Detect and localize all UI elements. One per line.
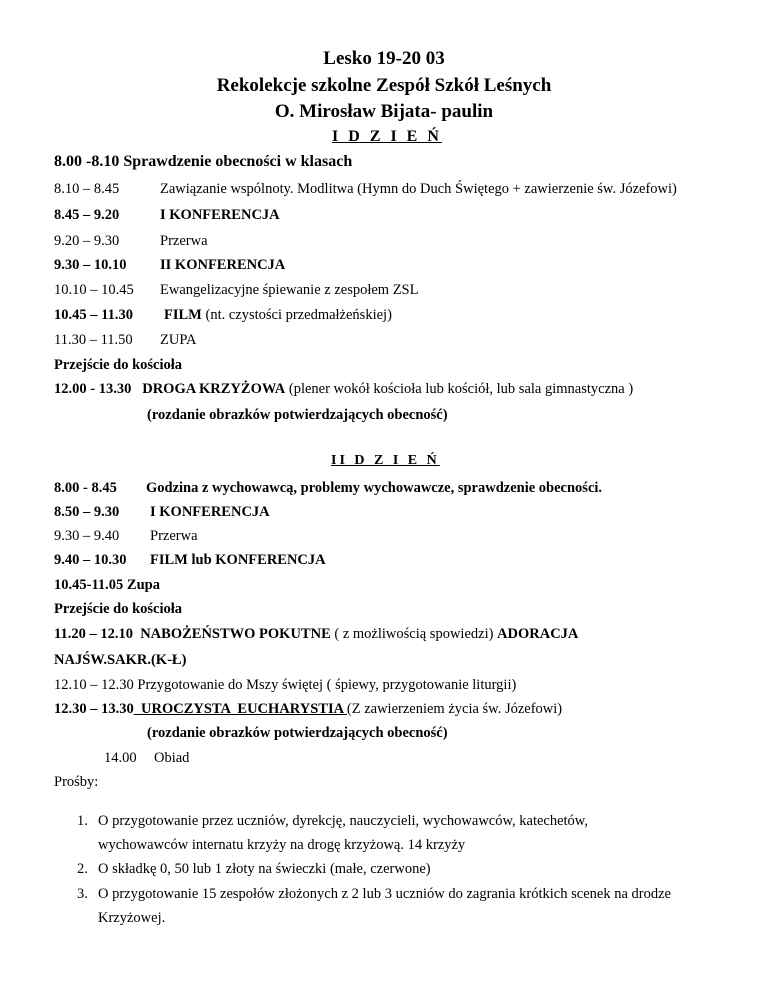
mass-detail: (Z zawierzeniem życia św. Józefowi) [346, 701, 563, 717]
row-desc: Godzina z wychowawcą, problemy wychowawcze, sprawdzenie obecności. [146, 480, 603, 496]
penance-title: NABOŻEŃSTWO POKUTNE [140, 626, 331, 642]
day1-intro: 8.00 -8.10 Sprawdzenie obecności w klasach [54, 153, 353, 170]
row-desc: I KONFERENCJA [150, 504, 270, 520]
row-time: 11.30 – 11.50 [54, 332, 133, 348]
day2-note: (rozdanie obrazków potwierdzających obecność) [147, 725, 448, 741]
row-desc: I KONFERENCJA [160, 207, 280, 223]
day2-penance-cont: NAJŚW.SAKR.(K-Ł) [54, 652, 187, 668]
list-text: O składkę 0, 50 lub 1 złoty na świeczki (małe, czerwone) [98, 861, 431, 877]
mass-title: UROCZYSTA EUCHARYSTIA [133, 701, 347, 717]
lunch-label: Obiad [154, 750, 190, 766]
list-text: O przygotowanie przez uczniów, dyrekcję, nauczycieli, wychowawców, katechetów, [98, 813, 588, 829]
adoration-label: ADORACJA [497, 626, 579, 642]
row-desc [164, 305, 392, 325]
mass-time: 12.30 – 13.30 [54, 701, 134, 717]
row-time: 8.00 - 8.45 [54, 480, 117, 496]
row-desc: II KONFERENCJA [160, 257, 286, 273]
way-location: (plener wokół kościoła lub kościół, lub sala gimnastyczna ) [285, 381, 634, 397]
header-speaker: O. Mirosław Bijata- paulin [274, 101, 494, 122]
way-time: 12.00 - 13.30 [54, 381, 132, 397]
row-desc: Przerwa [160, 233, 208, 249]
row-time: 10.10 – 10.45 [54, 282, 134, 298]
list-number: 2. [77, 861, 88, 877]
row-time: 9.20 – 9.30 [54, 233, 120, 249]
day2-heading: II D Z I E Ń [331, 453, 440, 468]
list-item-cont: wychowawców internatu krzyży na drogę krzyżową. 14 krzyży [98, 837, 466, 853]
day2-penance [54, 624, 748, 644]
row-time: 10.45 – 11.30 [54, 307, 133, 323]
row-desc: FILM lub KONFERENCJA [150, 552, 326, 568]
day2-mass-prep: 12.10 – 12.30 Przygotowanie do Mszy świętej ( śpiewy, przygotowanie liturgii) [54, 677, 517, 693]
penance-time: 11.20 – 12.10 [54, 626, 133, 642]
row-time: 9.30 – 10.10 [54, 257, 127, 273]
film-label: FILM [164, 307, 202, 323]
row-desc: Przerwa [150, 528, 198, 544]
day2-mass [54, 699, 748, 719]
row-time: 8.10 – 8.45 [54, 181, 120, 197]
lunch-time: 14.00 [104, 750, 137, 766]
film-topic: (nt. czystości przedmałżeńskiej) [201, 307, 392, 323]
list-item-cont: Krzyżowej. [98, 910, 166, 926]
day1-heading: I D Z I E Ń [332, 128, 442, 145]
day1-transition: Przejście do kościoła [54, 357, 183, 373]
list-number: 3. [77, 886, 88, 902]
header-date-title: Lesko 19-20 03 [323, 48, 445, 69]
row-desc: ZUPA [160, 332, 197, 348]
row-desc: Ewangelizacyjne śpiewanie z zespołem ZSL [160, 282, 419, 298]
day1-way-of-cross [54, 379, 748, 399]
way-title: DROGA KRZYŻOWA [142, 381, 286, 397]
day1-note: (rozdanie obrazków potwierdzających obecność) [147, 407, 448, 423]
row-desc: Zawiązanie wspólnoty. Modlitwa (Hymn do Duch Świętego + zawierzenie św. Józefowi) [160, 181, 677, 197]
list-number: 1. [77, 813, 88, 829]
requests-label: Prośby: [54, 774, 99, 790]
row-time: 9.30 – 9.40 [54, 528, 120, 544]
row-time: 8.50 – 9.30 [54, 504, 120, 520]
row-time: 9.40 – 10.30 [54, 552, 127, 568]
penance-detail: ( z możliwością spowiedzi) [330, 626, 498, 642]
header-retreat-title: Rekolekcje szkolne Zespół Szkół Leśnych [216, 75, 552, 96]
day2-transition: Przejście do kościoła [54, 601, 183, 617]
list-text: O przygotowanie 15 zespołów złożonych z 2 lub 3 uczniów do zagrania krótkich scenek na drodze [98, 886, 671, 902]
row-time: 8.45 – 9.20 [54, 207, 120, 223]
day2-soup: 10.45-11.05 Zupa [54, 577, 160, 593]
